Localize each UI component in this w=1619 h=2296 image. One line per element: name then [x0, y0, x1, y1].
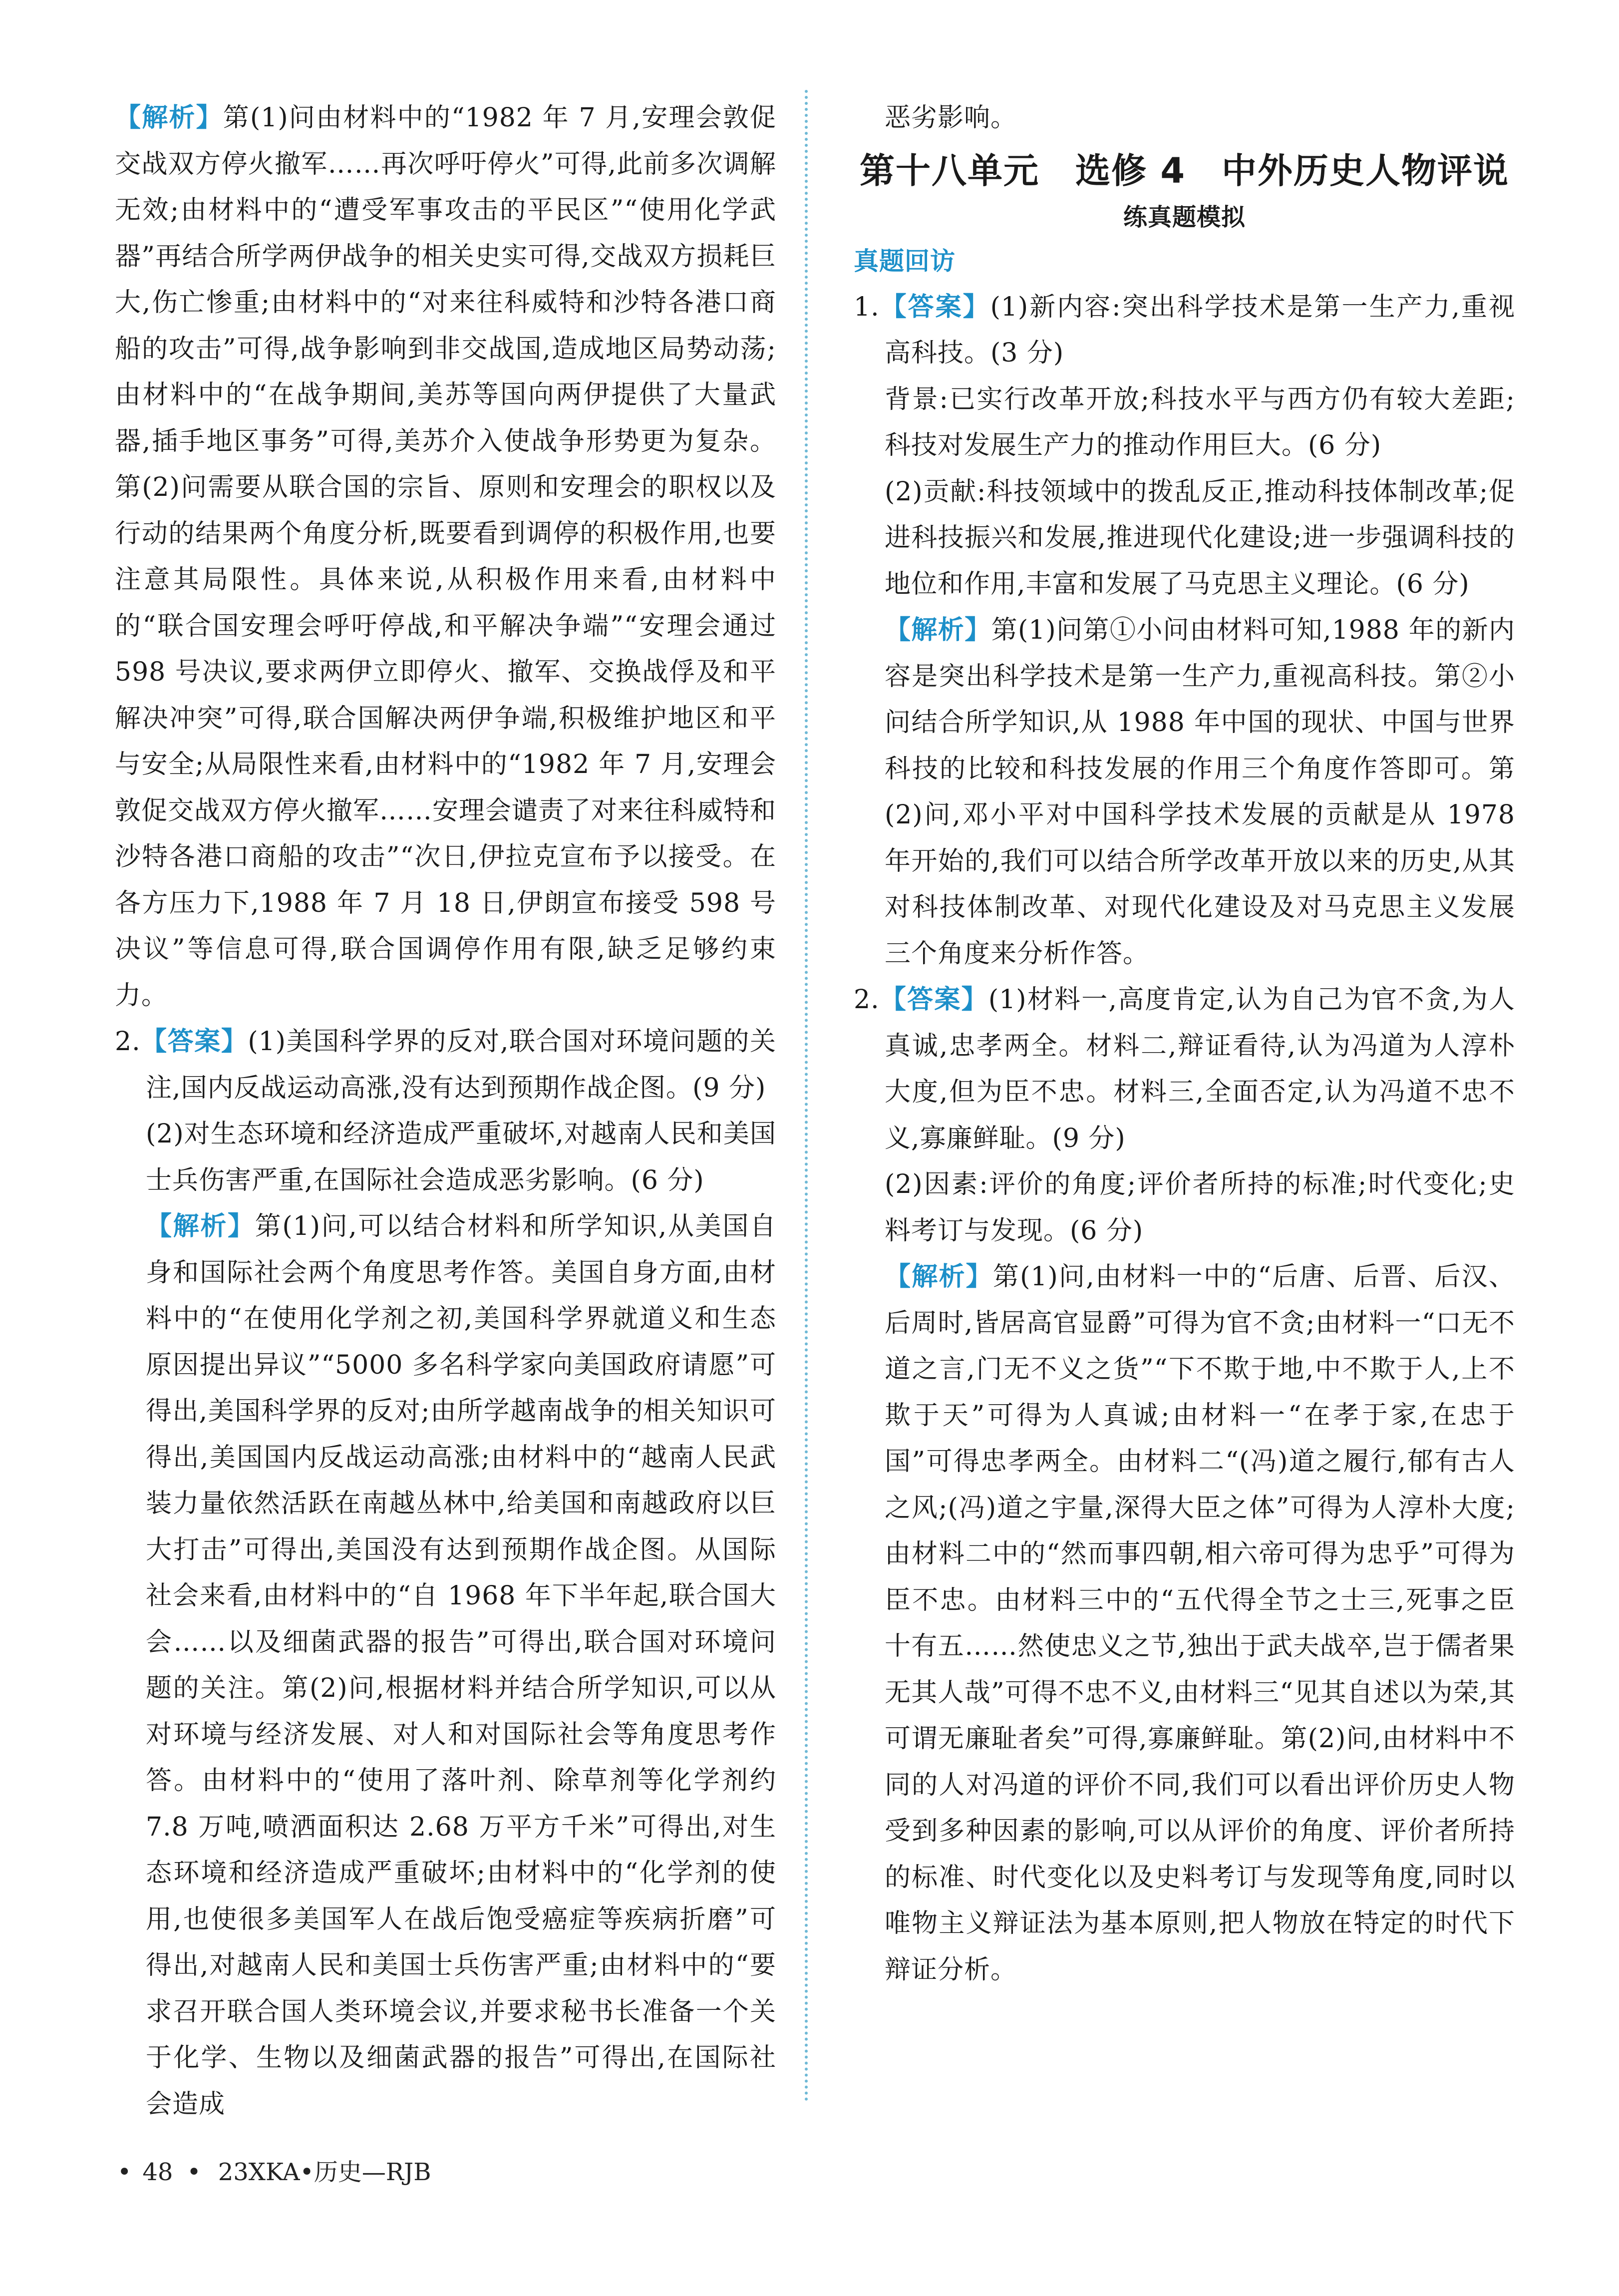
page-footer — [117, 2157, 431, 2187]
question-2-answer-part1 — [854, 977, 1515, 1161]
subject-label: 历史 — [314, 2158, 362, 2186]
analysis-label: 【解析】 — [885, 615, 991, 645]
answer-text: (1)美国科学界的反对,联合国对环境问题的关注,国内反战运动高涨,没有达到预期作战企图。(9 分) — [146, 1027, 776, 1103]
question-2-answer-part2: (2)因素:评价的角度;评价者所持的标准;时代变化;史料考订与发现。(6 分) — [885, 1169, 1515, 1246]
answer-label: 【答案】 — [879, 291, 990, 322]
question-1-answer-background: 背景:已实行改革开放;科技水平与西方仍有较大差距;科技对发展生产力的推动作用巨大。(6 分) — [885, 384, 1515, 460]
question-2-analysis — [115, 1203, 776, 2127]
analysis-label: 【解析】 — [146, 1211, 255, 1241]
unit-title: 第十八单元 选修 4 中外历史人物评说 — [859, 150, 1510, 191]
edition-code: —RJB — [361, 2158, 431, 2186]
left-column — [115, 95, 776, 2127]
footer-dot: • — [300, 2158, 314, 2186]
analysis-text: 第(1)问由材料中的“1982 年 7 月,安理会敦促交战双方停火撤军……再次呼吁停火”可得,此前多次调解无效;由材料中的“遭受军事攻击的平民区”“使用化学武器”再结合所学两伊战争的相关史实可得,交战双方损耗巨大,伤亡惨重;由材料中的“对来往科威特和沙特各港口商船的攻击”可得,战争影响到非交战国,造成地区局势动荡;由材料中的“在战争期间,美苏等国向两伊提供了大量武器,插手地区事务”可得,美苏介入使战争形势更为复杂。第(2)问需要从联合国的宗旨、原则和安理会的职权以及行动的结果两个角度分析,既要看到调停的积极作用,也要注意其局限性。具体来说,从积极作用来看,由材料中的“联合国安理会呼吁停战,和平解决争端”“安理会通过 598 号决议,要求两伊立即停火、撤军、交换战俘及和平解决冲突”可得,联合国解决两伊争端,积极维护地区和平与安全;从局限性来看,由材料中的“1982 年 7 月,安理会敦促交战双方停火撤军……安理会谴责了对来往科威特和沙特各港口商船的攻击”“次日,伊拉克宣布予以接受。在各方压力下,1988 年 7 月 18 日,伊朗宣布接受 598 号决议”等信息可得,联合国调停作用有限,缺乏足够约束力。 — [115, 103, 777, 1011]
unit-subtitle: 练真题模拟 — [1123, 203, 1246, 231]
analysis-paragraph-q1-continued — [115, 95, 776, 1019]
answer-label: 【答案】 — [879, 984, 988, 1015]
question-2-analysis — [854, 1254, 1515, 1993]
question-2-answer-part1 — [115, 1019, 776, 1111]
question-1-answer-part1 — [854, 284, 1515, 377]
question-2-answer-part2: (2)对生态环境和经济造成严重破坏,对越南人民和美国士兵伤害严重,在国际社会造成恶劣影响。(6 分) — [146, 1119, 776, 1195]
analysis-text: 第(1)问第①小问由材料可知,1988 年的新内容是突出科学技术是第一生产力,重视高科技。第②小问结合所学知识,从 1988 年中国的现状、中国与世界科技的比较和科技发展的作用三个角度作答即可。第(2)问,邓小平对中国科学技术发展的贡献是从 1978 年开始的,我们可以结合所学改革开放以来的历史,从其对科技体制改革、对现代化建设及对马克思主义发展三个角度来分析作答。 — [885, 615, 1515, 969]
analysis-text: 第(1)问,可以结合材料和所学知识,从美国自身和国际社会两个角度思考作答。美国自身方面,由材料中的“在使用化学剂之初,美国科学界就道义和生态原因提出异议”“5000 多名科学家向美国政府请愿”可得出,美国科学界的反对;由所学越南战争的相关知识可得出,美国国内反战运动高涨;由材料中的“越南人民武装力量依然活跃在南越丛林中,给美国和南越政府以巨大打击”可得出,美国没有达到预期作战企图。从国际社会来看,由材料中的“自 1968 年下半年起,联合国大会……以及细菌武器的报告”可得出,联合国对环境问题的关注。第(2)问,根据材料并结合所学知识,可以从对环境与经济发展、对人和对国际社会等角度思考作答。由材料中的“使用了落叶剂、除草剂等化学剂约7.8 万吨,喷洒面积达 2.68 万平方千米”可得出,对生态环境和经济造成严重破坏;由材料中的“化学剂的使用,也使很多美国军人在战后饱受癌症等疾病折磨”可得出,对越南人民和美国士兵伤害严重;由材料中的“要求召开联合国人类环境会议,并要求秘书长准备一个关于化学、生物以及细菌武器的报告”可得出,在国际社会造成 — [146, 1211, 776, 2119]
question-1-answer-part2: (2)贡献:科技领域中的拨乱反正,推动科技体制改革;促进科技振兴和发展,推进现代化建设;进一步强调科技的地位和作用,丰富和发展了马克思主义理论。(6 分) — [885, 476, 1515, 599]
section-heading: 真题回访 — [854, 246, 956, 276]
column-divider — [805, 90, 808, 2102]
page-number: 48 — [142, 2158, 173, 2186]
analysis-label: 【解析】 — [115, 102, 223, 133]
question-number: 2. — [854, 985, 880, 1015]
continued-text: 恶劣影响。 — [885, 103, 1017, 133]
analysis-label: 【解析】 — [885, 1261, 993, 1292]
analysis-text: 第(1)问,由材料一中的“后唐、后晋、后汉、后周时,皆居高官显爵”可得为官不贪;由材料一“口无不道之言,门无不义之货”“下不欺于地,中不欺于人,上不欺于天”可得为人真诚;由材料一“在孝于家,在忠于国”可得忠孝两全。由材料二“(冯)道之履行,郁有古人之风;(冯)道之宇量,深得大臣之体”可得为人淳朴大度;由材料二中的“然而事四朝,相六帝可得为忠乎”可得为臣不忠。由材料三中的“五代得全节之士三,死事之臣十有五……然使忠义之节,独出于武夫战卒,岂于儒者果无其人哉”可得不忠不义,由材料三“见其自述以为荣,其可谓无廉耻者矣”可得,寡廉鲜耻。第(2)问,由材料中不同的人对冯道的评价不同,我们可以看出评价历史人物受到多种因素的影响,可以从评价的角度、评价者所持的标准、时代变化以及史料考订与发现等角度,同时以唯物主义辩证法为基本原则,把人物放在特定的时代下辩证分析。 — [885, 1262, 1515, 1985]
question-number: 1. — [854, 292, 880, 322]
answer-text: (1)材料一,高度肯定,认为自己为官不贪,为人真诚,忠孝两全。材料二,辩证看待,认为冯道为人淳朴大度,但为臣不忠。材料三,全面否定,认为冯道不忠不义,寡廉鲜耻。(9 分) — [885, 985, 1515, 1153]
answer-text: (1)新内容:突出科学技术是第一生产力,重视高科技。(3 分) — [885, 292, 1515, 368]
right-column — [854, 95, 1515, 1993]
question-number: 2. — [115, 1027, 141, 1057]
footer-dot: • — [187, 2158, 201, 2186]
series-code: 23XKA — [218, 2158, 300, 2186]
footer-dot: • — [117, 2158, 132, 2186]
answer-label: 【答案】 — [140, 1026, 248, 1057]
question-1-analysis — [854, 607, 1515, 977]
